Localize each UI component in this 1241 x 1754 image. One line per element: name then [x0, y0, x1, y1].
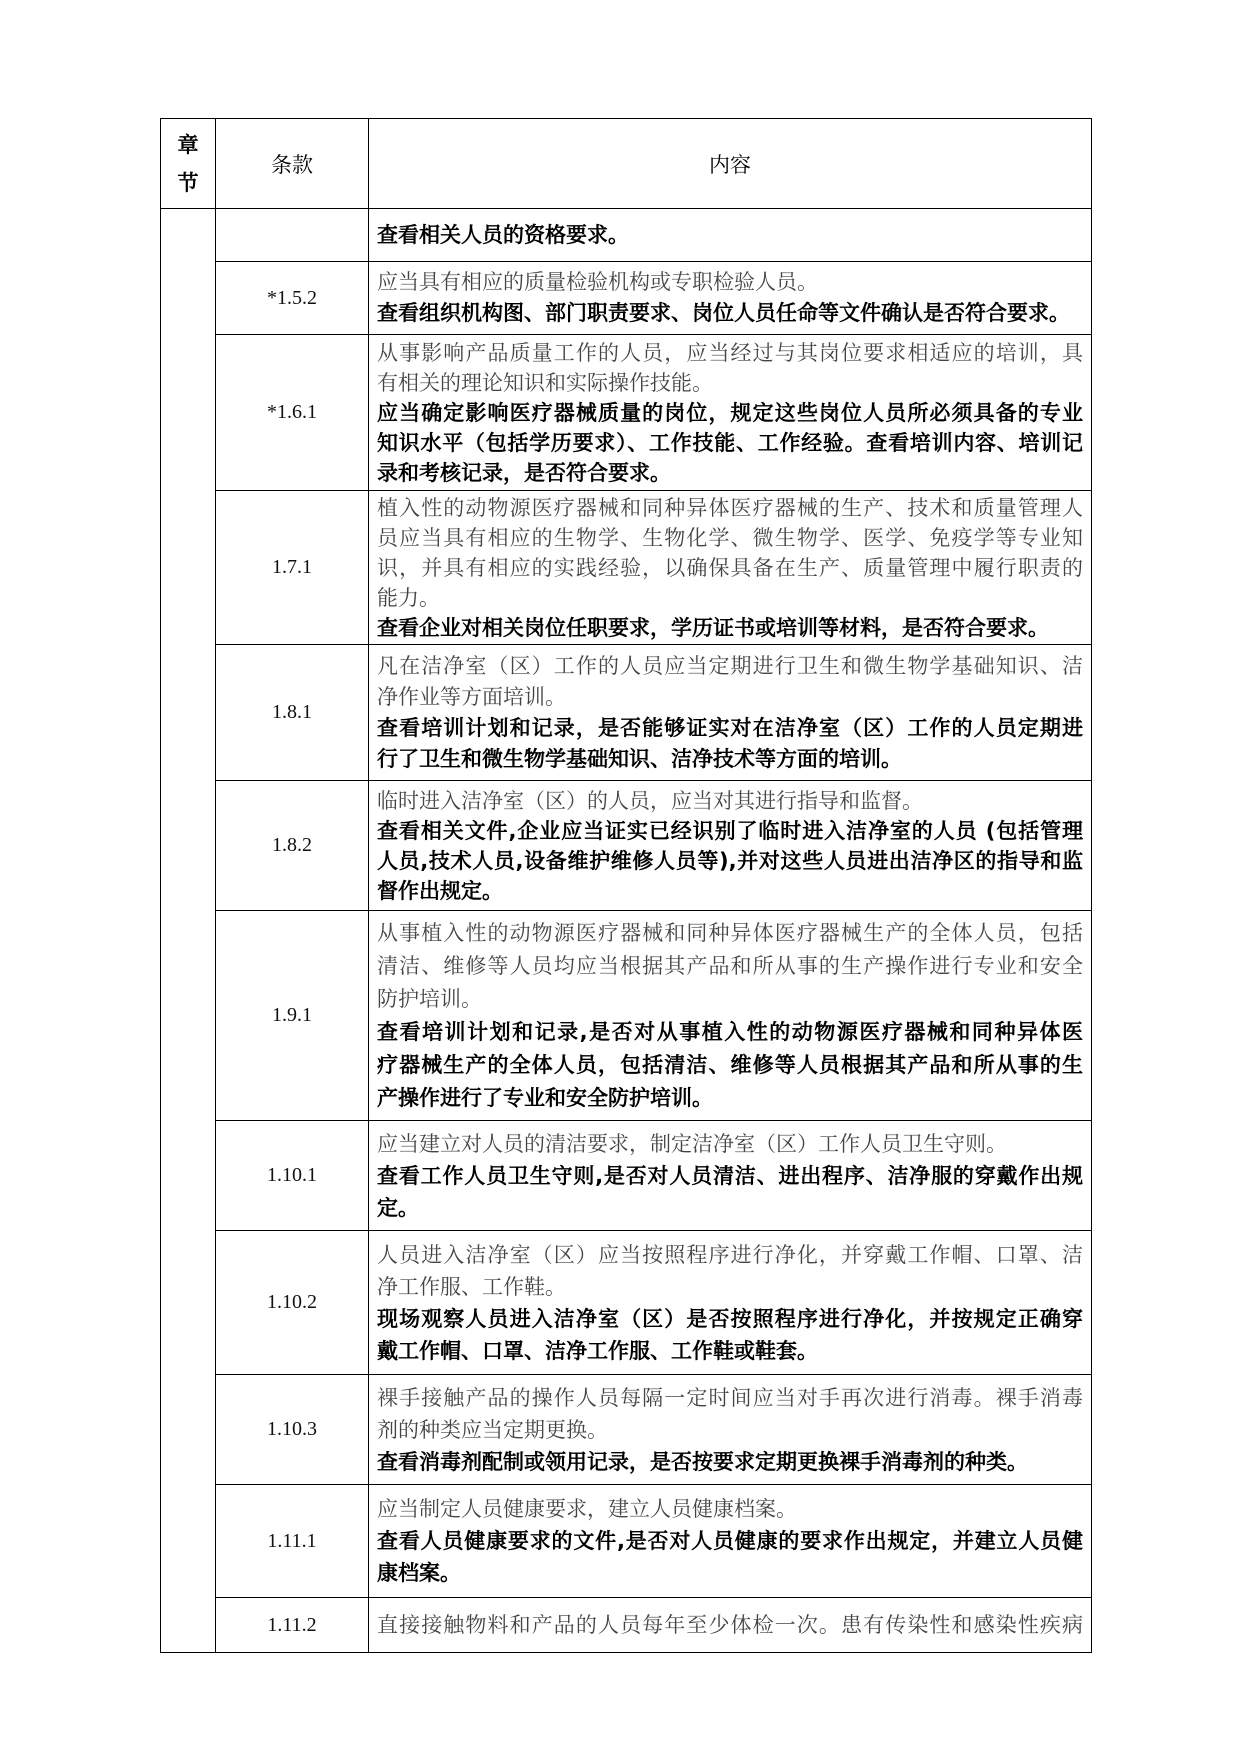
clause-number: 1.11.1: [216, 1485, 369, 1598]
requirement-line: 能力。: [377, 585, 440, 610]
content-cell: [369, 262, 1092, 335]
table-row: [161, 781, 1092, 911]
requirement-line: 清洁、维修等人员均应当根据其产品和所从事的生产操作进行专业和安全: [377, 953, 1083, 978]
requirement-line: 植入性的动物源医疗器械和同种异体医疗器械的生产、技术和质量管理人: [377, 495, 1083, 520]
inspection-line: 督作出规定。: [377, 878, 503, 903]
requirement-line: 直接接触物料和产品的人员每年至少体检一次。患有传染性和感染性疾病: [377, 1612, 1083, 1637]
inspection-line: 查看培训计划和记录,是否对从事植入性的动物源医疗器械和同种异体医: [377, 1019, 1083, 1044]
content-cell: [369, 1598, 1092, 1653]
content-cell: [369, 1231, 1092, 1375]
inspection-line: 康档案。: [377, 1561, 461, 1585]
chapter-header-label: 章节: [177, 131, 199, 195]
inspection-line: 录和考核记录，是否符合要求。: [377, 460, 671, 485]
content-cell: [369, 491, 1092, 645]
chapter-cell: [161, 209, 216, 1653]
requirement-line: 净作业等方面培训。: [377, 684, 566, 709]
inspection-line: 查看相关人员的资格要求。: [377, 223, 629, 247]
table-row: [161, 645, 1092, 781]
table-row: [161, 1121, 1092, 1231]
inspection-line: 人员,技术人员,设备维护维修人员等),并对这些人员进出洁净区的指导和监: [377, 848, 1083, 873]
requirement-line: 应当建立对人员的清洁要求，制定洁净室（区）工作人员卫生守则。: [377, 1131, 1007, 1156]
clause-number: 1.10.1: [216, 1121, 369, 1231]
table-row: [161, 491, 1092, 645]
table-header-row: [161, 119, 1092, 209]
chapter-header: [161, 119, 216, 209]
requirement-line: 应当制定人员健康要求，建立人员健康档案。: [377, 1497, 797, 1521]
content-cell: [369, 1485, 1092, 1598]
content-cell: [369, 1121, 1092, 1231]
inspection-line: 查看人员健康要求的文件,是否对人员健康的要求作出规定，并建立人员健: [377, 1529, 1083, 1553]
table-row: [161, 1231, 1092, 1375]
inspection-line: 现场观察人员进入洁净室（区）是否按照程序进行净化，并按规定正确穿: [377, 1306, 1083, 1331]
requirement-line: 凡在洁净室（区）工作的人员应当定期进行卫生和微生物学基础知识、洁: [377, 653, 1083, 678]
content-cell: [369, 645, 1092, 781]
table-row: [161, 1375, 1092, 1485]
table-row: [161, 209, 1092, 262]
table-row: [161, 911, 1092, 1121]
requirement-line: 净工作服、工作鞋。: [377, 1274, 566, 1299]
inspection-line: 查看组织机构图、部门职责要求、岗位人员任命等文件确认是否符合要求。: [377, 301, 1070, 325]
clause-number: 1.9.1: [216, 911, 369, 1121]
content-cell: [369, 209, 1092, 262]
content-cell: [369, 335, 1092, 491]
clause-number: 1.11.2: [216, 1598, 369, 1653]
content-cell: [369, 781, 1092, 911]
requirement-line: 防护培训。: [377, 986, 482, 1011]
clause-number: *1.6.1: [216, 335, 369, 491]
requirement-line: 从事植入性的动物源医疗器械和同种异体医疗器械生产的全体人员，包括: [377, 920, 1083, 945]
clause-number: 1.10.3: [216, 1375, 369, 1485]
inspection-line: 产操作进行了专业和安全防护培训。: [377, 1085, 713, 1110]
clause-number: *1.5.2: [216, 262, 369, 335]
inspection-line: 查看相关文件,企业应当证实已经识别了临时进入洁净室的人员 (包括管理: [377, 818, 1083, 843]
table-row: [161, 1598, 1092, 1653]
inspection-line: 查看企业对相关岗位任职要求，学历证书或培训等材料，是否符合要求。: [377, 615, 1049, 640]
content-cell: [369, 911, 1092, 1121]
inspection-line: 疗器械生产的全体人员，包括清洁、维修等人员根据其产品和所从事的生: [377, 1052, 1083, 1077]
table-row: [161, 1485, 1092, 1598]
requirement-line: 人员进入洁净室（区）应当按照程序进行净化，并穿戴工作帽、口罩、洁: [377, 1242, 1083, 1267]
clause-number: [216, 209, 369, 262]
inspection-line: 知识水平（包括学历要求）、工作技能、工作经验。查看培训内容、培训记: [377, 430, 1083, 455]
requirement-line: 员应当具有相应的生物学、生物化学、微生物学、医学、免疫学等专业知: [377, 525, 1083, 550]
content-header: 内容: [369, 119, 1092, 209]
requirement-line: 剂的种类应当定期更换。: [377, 1417, 608, 1442]
content-cell: [369, 1375, 1092, 1485]
clause-number: 1.8.1: [216, 645, 369, 781]
inspection-line: 查看消毒剂配制或领用记录，是否按要求定期更换裸手消毒剂的种类。: [377, 1449, 1028, 1474]
inspection-line: 定。: [377, 1195, 419, 1220]
clause-header: 条款: [216, 119, 369, 209]
inspection-line: 查看工作人员卫生守则,是否对人员清洁、进出程序、洁净服的穿戴作出规: [377, 1163, 1083, 1188]
requirement-line: 临时进入洁净室（区）的人员，应当对其进行指导和监督。: [377, 788, 923, 813]
inspection-line: 戴工作帽、口罩、洁净工作服、工作鞋或鞋套。: [377, 1338, 818, 1363]
table-row: [161, 335, 1092, 491]
requirement-line: 识，并具有相应的实践经验，以确保具备在生产、质量管理中履行职责的: [377, 555, 1083, 580]
clause-number: 1.7.1: [216, 491, 369, 645]
inspection-line: 查看培训计划和记录，是否能够证实对在洁净室（区）工作的人员定期进: [377, 715, 1083, 740]
requirement-line: 裸手接触产品的操作人员每隔一定时间应当对手再次进行消毒。裸手消毒: [377, 1385, 1083, 1410]
requirement-line: 有相关的理论知识和实际操作技能。: [377, 370, 713, 395]
inspection-line: 行了卫生和微生物学基础知识、洁净技术等方面的培训。: [377, 746, 902, 771]
table-row: [161, 262, 1092, 335]
requirement-line: 应当具有相应的质量检验机构或专职检验人员。: [377, 270, 818, 294]
inspection-table: [160, 118, 1092, 1653]
requirement-line: 从事影响产品质量工作的人员，应当经过与其岗位要求相适应的培训，具: [377, 340, 1083, 365]
clause-number: 1.10.2: [216, 1231, 369, 1375]
clause-number: 1.8.2: [216, 781, 369, 911]
inspection-line: 应当确定影响医疗器械质量的岗位，规定这些岗位人员所必须具备的专业: [377, 400, 1083, 425]
